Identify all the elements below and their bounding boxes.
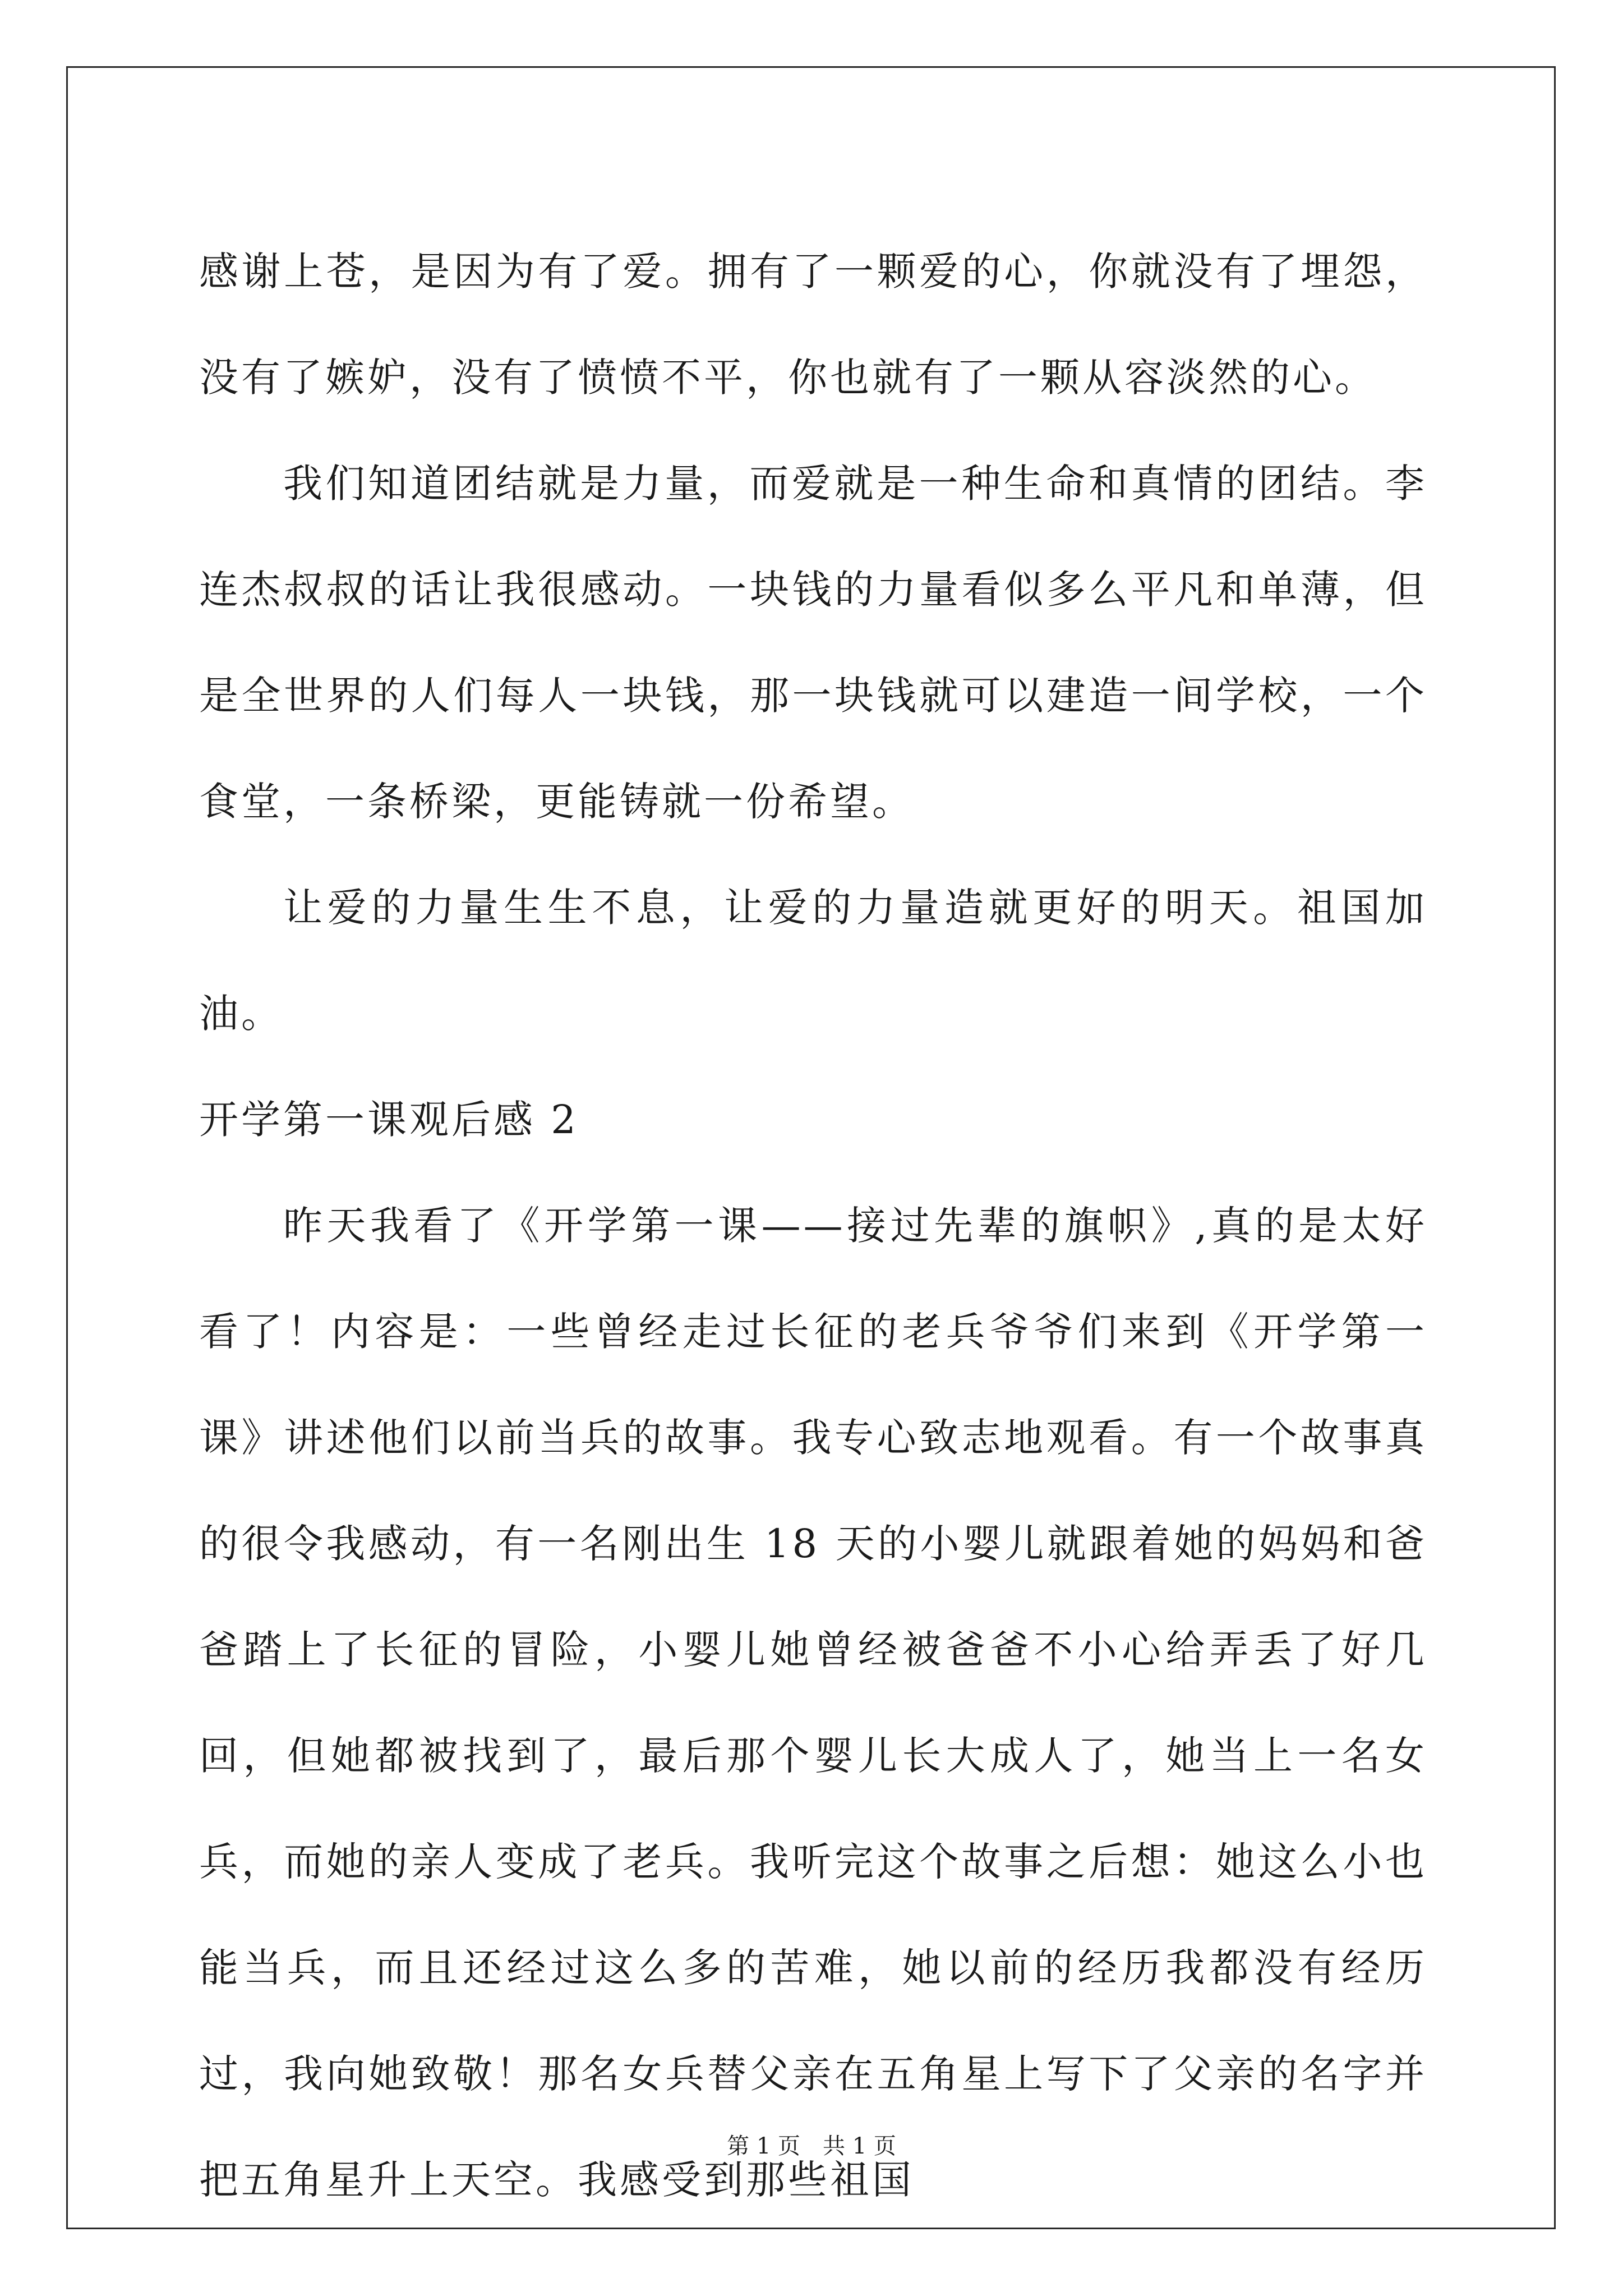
- paragraph-4: 昨天我看了《开学第一课——接过先辈的旗帜》,真的是太好看了！内容是：一些曾经走过长征的老兵爷爷们来到《开学第一课》讲述他们以前当兵的故事。我专心致志地观看。有一个故事真的很令我感动，有一名刚出生 18 天的小婴儿就跟着她的妈妈和爸爸踏上了长征的冒险，小婴儿她曾经被爸爸不小心给弄丢了好几回，但她都被找到了，最后那个婴儿长大成人了，她当上一名女兵，而她的亲人变成了老兵。我听完这个故事之后想：她这么小也能当兵，而且还经过这么多的苦难，她以前的经历我都没有经历过，我向她致敬！那名女兵替父亲在五角星上写下了父亲的名字并把五角星升上天空。我感受到那些祖国: [199, 1203, 1427, 2203]
- page-number: 第 1 页: [727, 2133, 800, 2159]
- paragraph-1: 感谢上苍，是因为有了爱。拥有了一颗爱的心，你就没有了埋怨，没有了嫉妒，没有了愤愤不平，你也就有了一颗从容淡然的心。: [199, 249, 1427, 401]
- section-heading: 开学第一课观后感 2: [199, 1097, 579, 1143]
- document-body: [199, 219, 1427, 2233]
- paragraph-2: 我们知道团结就是力量，而爱就是一种生命和真情的团结。李连杰叔叔的话让我很感动。一块钱的力量看似多么平凡和单薄，但是全世界的人们每人一块钱，那一块钱就可以建造一间学校，一个食堂，一条桥梁，更能铸就一份希望。: [199, 461, 1427, 825]
- paragraph-3: 让爱的力量生生不息，让爱的力量造就更好的明天。祖国加油。: [199, 885, 1427, 1037]
- page-total: 共 1 页: [823, 2133, 896, 2159]
- page-footer: [0, 2129, 1623, 2163]
